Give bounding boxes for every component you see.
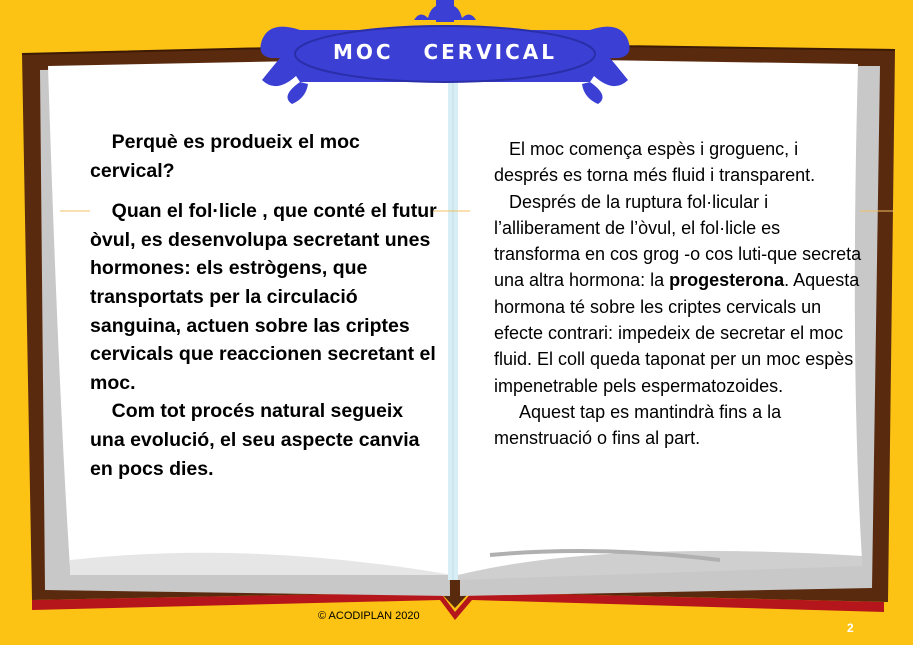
left-paragraph-text: Perquè es produeix el moc cervical? — [90, 131, 360, 182]
left-paragraph — [90, 128, 440, 185]
right-paragraph-text: Aquest tap es mantindrà fins a la menstruació o fins al part. — [494, 401, 782, 449]
left-paragraph — [90, 197, 440, 397]
left-paragraph-text: Com tot procés natural segueix una evolució, el seu aspecte canvia en pocs dies. — [90, 400, 420, 480]
right-paragraph-text: El moc comença espès i groguenc, i després es torna més fluid i transparent. — [494, 139, 816, 186]
copyright-notice: © ACODIPLAN 2020 — [318, 610, 420, 622]
right-paragraph-text: Després de la ruptura fol·licular i l’alliberament de l’òvul, el fol·licle es transforma en cos grog -o cos luti-que secreta una altra hormona: la — [494, 191, 862, 291]
right-paragraph-text: . Aquesta hormona té sobre les criptes cervicals un efecte contrari: impedeix de secretar el moc fluid. El coll queda taponat per un moc espès impenetrable pels espermatozoides. — [494, 270, 860, 396]
hormone-term: progesterona — [669, 270, 785, 291]
right-paragraph — [494, 136, 864, 189]
page-title: MOC CERVICAL — [332, 40, 558, 64]
right-paragraph — [494, 399, 864, 452]
page-number: 2 — [847, 621, 854, 635]
left-page-text — [90, 128, 440, 483]
left-paragraph — [90, 397, 440, 483]
right-paragraph — [494, 189, 864, 399]
left-paragraph-text: Quan el fol·licle , que conté el futur òvul, es desenvolupa secretant unes hormones: els estrògens, que transportats per la circulació sanguina, actuen sobre las criptes cervicals que reaccionen secretant el moc. — [90, 200, 437, 394]
right-page-text — [494, 136, 864, 452]
